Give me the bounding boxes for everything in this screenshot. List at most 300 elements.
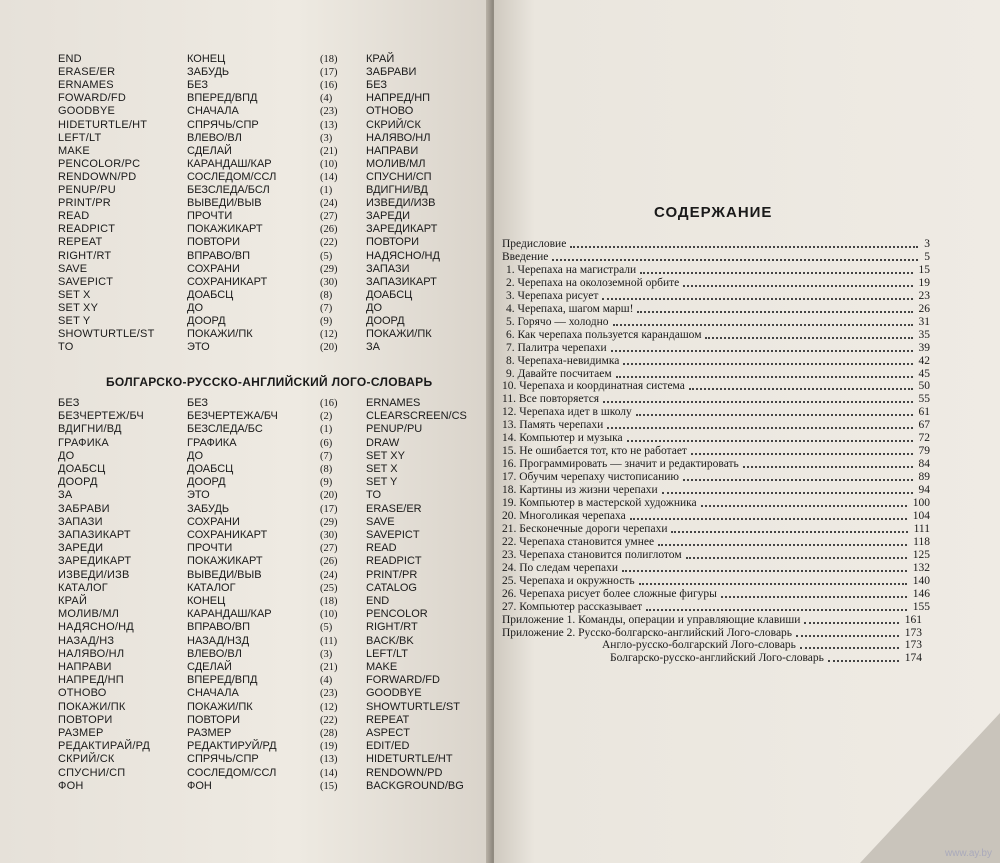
term-russian: ГРАФИКА [187,436,237,449]
term-target: RENDOWN/PD [366,766,443,779]
term-russian: ПОКАЖИ/ПК [187,328,253,341]
toc-leader-dots [800,639,899,649]
term-source: ЗА [58,489,73,502]
term-target: БЕЗ [366,79,387,92]
toc-page-number: 67 [918,419,930,432]
term-russian: ДОАБСЦ [187,288,234,301]
left-page [0,0,492,863]
term-source: SET XY [58,301,99,314]
toc-title: 23. Черепаха становится полиглотом [502,548,682,561]
term-russian: СДЕЛАЙ [187,661,232,673]
toc-entry [494,445,1000,457]
toc-title: 16. Программировать — значит и редактировать [502,458,739,471]
term-source: ФОН [58,779,84,792]
toc-title: Предисловие [502,238,567,250]
term-number: (27) [320,543,338,555]
term-target: НАЛЯВО/НЛ [366,131,431,144]
term-russian: БЕЗ [187,397,208,409]
term-target: НАПРЕД/НП [366,92,431,105]
dictionary-bulgarian-heading: БОЛГАРСКО-РУССКО-АНГЛИЙСКИЙ ЛОГО-СЛОВАРЬ [106,375,433,389]
term-target: НАПРАВИ [366,144,419,157]
term-target: END [366,595,390,607]
term-russian: БЕЗ [187,79,208,92]
term-source: ЗАПАЗИКАРТ [58,529,131,541]
term-russian: ДО [187,449,204,462]
toc-page-number: 23 [918,289,930,302]
term-number: (22) [320,714,338,726]
term-source: RIGHT/RT [58,249,112,262]
term-russian: РЕДАКТИРУЙ/РД [187,740,277,753]
term-number: (21) [320,145,338,157]
toc-title: 2. Черепаха на околоземной орбите [506,276,680,289]
toc-entry [494,523,1000,535]
toc-entry [494,536,1000,548]
toc-entry [494,380,1000,392]
term-russian: ВЛЕВО/ВЛ [187,647,242,660]
term-russian: ЗАБУДЬ [187,502,230,515]
term-number: (28) [320,728,338,739]
term-russian: ФОН [187,779,212,792]
toc-entry [494,342,1000,354]
term-target: ASPECT [366,727,411,739]
toc-leader-dots [637,303,913,313]
toc-leader-dots [639,575,907,585]
toc-leader-dots [623,355,913,365]
term-russian: СОСЛЕДОМ/ССЛ [187,766,277,779]
toc-leader-dots [552,251,918,261]
term-russian: ПОВТОРИ [187,713,241,726]
term-target: ЗАРЕДИКАРТ [366,223,438,236]
toc-leader-dots [683,471,913,481]
toc-title: 5. Горячо — холодно [506,315,609,328]
toc-title: 26. Черепаха рисует более сложные фигуры [502,587,717,600]
toc-leader-dots [636,406,913,416]
term-target: ДО [366,301,383,314]
watermark: www.ay.by [944,848,992,859]
term-source: ЗАРЕДИКАРТ [58,555,132,568]
term-source: ЗАБРАВИ [58,502,110,515]
term-number: (2) [320,411,333,423]
toc-title: 9. Давайте посчитаем [506,367,612,380]
toc-page-number: 125 [912,548,930,561]
term-target: PENUP/PU [366,423,423,436]
term-russian: ДООРД [187,476,226,489]
term-number: (27) [320,211,338,223]
toc-entry [494,290,1000,302]
term-source: PRINT/PR [58,197,111,210]
toc-page-number: 50 [918,380,930,393]
term-target: BACKGROUND/BG [366,779,464,792]
term-source: НАПРАВИ [58,661,112,673]
toc-entry [494,562,1000,574]
term-source: FOWARD/FD [58,92,126,105]
term-source: НАПРЕД/НП [58,674,124,687]
term-number: (7) [320,302,333,314]
toc-page-number: 89 [918,471,930,484]
term-number: (16) [320,398,338,409]
toc-page-number: 26 [918,302,930,315]
term-target: ЗАБРАВИ [366,66,417,79]
toc-title: 19. Компьютер в мастерской художника [502,497,697,509]
term-target: ПОКАЖИ/ПК [366,328,432,341]
toc-page-number: 39 [918,341,930,354]
term-target: CLEARSCREEN/CS [366,410,467,423]
toc-title: 18. Картины из жизни черепахи [502,484,658,497]
term-source: ОТНОВО [58,687,107,700]
term-source: SAVE [58,262,88,275]
term-source: LEFT/LT [58,131,102,144]
term-source: РАЗМЕР [58,727,104,739]
term-target: ОТНОВО [366,105,414,118]
toc-entry [494,316,1000,328]
term-source: РЕДАКТИРАЙ/РД [58,740,151,753]
toc-title: 11. Все повторяется [502,393,600,406]
toc-leader-dots [616,368,913,378]
toc-page-number: 72 [918,432,930,445]
term-target: PENCOLOR [366,608,428,621]
term-number: (5) [320,250,333,262]
term-number: (10) [320,609,338,621]
toc-title: 27. Компьютер рассказывает [502,600,643,613]
term-number: (18) [320,54,338,65]
term-russian: НАЗАД/НЗД [187,634,250,647]
term-russian: БЕЗСЛЕДА/БС [187,423,263,436]
toc-entry [494,639,1000,651]
toc-leader-dots [570,238,918,248]
toc-title: 6. Как черепаха пользуется карандашом [506,328,702,341]
toc-title: Болгарско-русско-английский Лого-словарь [610,652,824,665]
toc-leader-dots [686,549,907,559]
toc-page-number: 140 [912,574,930,587]
toc-leader-dots [671,523,908,533]
term-target: ERNAMES [366,397,421,409]
term-target: READPICT [366,555,422,568]
term-target: MAKE [366,661,398,673]
term-target: RIGHT/RT [366,621,418,634]
term-source: ЗАПАЗИ [58,515,103,528]
term-russian: СПРЯЧЬ/СПР [187,118,259,131]
term-source: ПОКАЖИ/ПК [58,700,126,713]
term-number: (20) [320,342,338,354]
toc-page-number: 161 [904,613,922,626]
term-source: ДООРД [58,476,98,489]
toc-page-number: 173 [904,639,922,652]
term-russian: ПОКАЖИКАРТ [187,555,263,568]
toc-page-number: 132 [912,561,930,574]
term-russian: ДОАБСЦ [187,463,234,475]
term-number: (6) [320,437,333,449]
toc-page-number: 174 [904,652,922,665]
term-target: ИЗВЕДИ/ИЗВ [366,197,436,210]
right-page [494,0,1000,863]
term-number: (25) [320,582,338,594]
term-number: (17) [320,67,338,79]
toc-page-number: 5 [924,250,930,263]
term-russian: СОХРАНИ [187,262,240,275]
term-source: PENUP/PU [58,184,116,196]
term-number: (24) [320,569,338,581]
toc-page-number: 45 [918,367,930,380]
term-russian: СОХРАНИКАРТ [187,275,268,288]
term-source: ERNAMES [58,79,114,92]
term-source: ВДИГНИ/ВД [58,423,122,436]
term-source: PENCOLOR/PC [58,157,141,170]
term-russian: ЭТО [187,489,210,502]
term-source: ДОАБСЦ [58,463,106,475]
toc-page-number: 35 [918,328,930,341]
term-number: (4) [320,675,333,687]
toc-entry [494,484,1000,496]
term-number: (7) [320,450,333,462]
term-number: (20) [320,490,338,502]
toc-title: 13. Память черепахи [502,419,604,432]
toc-title: 15. Не ошибается тот, кто не работает [502,445,687,458]
term-source: END [58,53,82,65]
term-source: GOODBYE [58,105,116,118]
term-number: (11) [320,635,338,647]
term-russian: СДЕЛАЙ [187,144,232,157]
term-number: (12) [320,701,338,713]
term-russian: ПРОЧТИ [187,542,233,555]
term-russian: СНАЧАЛА [187,687,239,700]
term-number: (16) [320,80,338,92]
term-number: (8) [320,464,333,475]
term-russian: ВПЕРЕД/ВПД [187,674,258,687]
toc-page-number: 31 [918,315,930,328]
term-number: (18) [320,596,338,607]
term-target: SAVE [366,515,395,528]
term-target: CATALOG [366,581,417,594]
toc-title: 22. Черепаха становится умнее [502,535,655,548]
toc-page-number: 94 [918,484,930,497]
toc-title: 1. Черепаха на магистрали [506,263,637,276]
term-number: (5) [320,622,333,634]
term-target: ДООРД [366,315,405,327]
toc-leader-dots [630,510,907,520]
toc-leader-dots [743,458,913,468]
term-number: (8) [320,289,333,301]
term-source: READ [58,210,90,223]
toc-page-number: 61 [918,406,930,419]
term-russian: БЕЗСЛЕДА/БСЛ [187,184,270,196]
toc-page-number: 146 [912,587,930,600]
toc-page-number: 111 [913,522,930,535]
toc-page-number: 55 [918,393,930,406]
term-number: (21) [320,662,338,673]
term-russian: СНАЧАЛА [187,105,239,118]
term-source: ДО [58,449,75,462]
term-target: SAVEPICT [366,529,420,541]
toc-title: 21. Бесконечные дороги черепахи [502,522,668,535]
contents-heading: СОДЕРЖАНИЕ [654,204,773,221]
term-target: LEFT/LT [366,647,408,660]
term-russian: КОНЕЦ [187,53,226,65]
toc-page-number: 84 [918,458,930,471]
toc-title: 24. По следам черепахи [502,561,618,574]
term-russian: ВЫВЕДИ/ВЫВ [187,197,262,210]
term-number: (30) [320,530,338,541]
term-russian: ПРОЧТИ [187,210,233,223]
term-number: (14) [320,767,338,779]
toc-page-number: 3 [924,238,930,250]
term-target: READ [366,542,397,555]
toc-leader-dots [796,627,899,637]
toc-entry [494,575,1000,587]
toc-leader-dots [683,277,913,287]
toc-leader-dots [602,290,913,300]
toc-leader-dots [603,393,913,403]
term-number: (3) [320,132,333,144]
term-russian: КОНЕЦ [187,595,226,607]
term-target: ERASE/ER [366,502,422,515]
toc-entry [494,432,1000,444]
term-target: SET X [366,463,398,475]
toc-title: 25. Черепаха и окружность [502,574,635,587]
term-target: PRINT/PR [366,568,418,581]
term-number: (26) [320,224,338,236]
term-target: МОЛИВ/МЛ [366,157,426,170]
term-russian: ДООРД [187,315,226,327]
term-number: (23) [320,688,338,700]
toc-entry [494,329,1000,341]
term-source: READPICT [58,223,116,236]
toc-title: 12. Черепаха идет в школу [502,406,632,419]
toc-entry [494,614,1000,626]
toc-title: 10. Черепаха и координатная система [502,380,685,393]
term-target: BACK/BK [366,634,414,647]
toc-entry [494,303,1000,315]
toc-page-number: 100 [912,497,930,509]
term-target: СКРИЙ/СК [366,118,421,131]
toc-entry [494,549,1000,561]
term-russian: ВЫВЕДИ/ВЫВ [187,568,262,581]
toc-entry [494,251,1000,263]
term-russian: ВПРАВО/ВП [187,249,251,262]
term-target: ЗА [366,341,380,354]
toc-leader-dots [662,484,913,494]
toc-leader-dots [691,445,913,455]
term-source: НАЗАД/НЗ [58,634,115,647]
term-source: HIDETURTLE/HT [58,118,148,131]
term-target: FORWARD/FD [366,674,440,687]
term-target: НАДЯСНО/НД [366,249,440,262]
term-russian: КАТАЛОГ [187,581,236,594]
toc-page-number: 155 [912,600,930,613]
toc-page-number: 104 [912,509,930,522]
toc-entry [494,471,1000,483]
term-source: НАДЯСНО/НД [58,621,134,634]
toc-title: 20. Многоликая черепаха [502,509,626,522]
term-russian: ПОКАЖИ/ПК [187,700,253,713]
term-target: EDIT/ED [366,740,410,753]
term-number: (9) [320,316,333,327]
term-russian: ПОВТОРИ [187,236,241,249]
term-source: СПУСНИ/СП [58,766,126,779]
toc-entry [494,419,1000,431]
toc-page-number: 42 [918,354,930,367]
term-russian: КАРАНДАШ/КАР [187,608,272,621]
term-number: (29) [320,516,338,528]
term-number: (26) [320,556,338,568]
term-source: ПОВТОРИ [58,713,113,726]
term-number: (1) [320,185,333,196]
toc-entry [494,652,1000,664]
term-number: (10) [320,158,338,170]
term-source: SET X [58,288,91,301]
term-source: ИЗВЕДИ/ИЗВ [58,568,130,581]
term-source: КАТАЛОГ [58,581,108,594]
term-number: (14) [320,171,338,183]
term-target: ЗАПАЗИ [366,262,410,275]
term-russian: СОСЛЕДОМ/ССЛ [187,170,277,183]
term-source: MAKE [58,144,90,157]
term-russian: ПОКАЖИКАРТ [187,223,263,236]
toc-page-number: 15 [918,263,930,276]
term-russian: СОХРАНИКАРТ [187,529,268,541]
toc-entry [494,355,1000,367]
toc-leader-dots [611,342,913,352]
toc-leader-dots [804,614,899,624]
toc-leader-dots [646,601,907,611]
term-target: REPEAT [366,713,410,726]
term-source: ERASE/ER [58,66,116,79]
toc-title: 14. Компьютер и музыка [502,432,623,445]
term-target: GOODBYE [366,687,422,700]
toc-entry [494,588,1000,600]
toc-entry [494,406,1000,418]
toc-leader-dots [622,562,907,572]
term-target: ВДИГНИ/ВД [366,184,428,196]
term-source: ГРАФИКА [58,436,109,449]
term-russian: КАРАНДАШ/КАР [187,157,272,170]
term-russian: ЭТО [187,341,210,354]
term-source: TO [58,341,74,354]
term-target: HIDETURTLE/HT [366,753,453,766]
toc-entry [494,510,1000,522]
term-russian: СОХРАНИ [187,515,240,528]
toc-leader-dots [828,652,899,662]
term-source: КРАЙ [58,595,88,607]
term-target: ДОАБСЦ [366,288,413,301]
toc-entry [494,458,1000,470]
term-source: REPEAT [58,236,103,249]
term-russian: БЕЗЧЕРТЕЖА/БЧ [187,410,278,423]
term-target: SHOWTURTLE/ST [366,700,460,713]
toc-leader-dots [613,316,913,326]
term-number: (9) [320,477,333,489]
toc-leader-dots [607,419,913,429]
term-number: (17) [320,503,338,515]
term-source: SAVEPICT [58,275,114,288]
toc-entry [494,497,1000,509]
toc-title: Приложение 1. Команды, операции и управляющие клавиши [502,613,801,626]
toc-leader-dots [701,497,907,507]
term-source: БЕЗ [58,397,80,409]
folded-corner [860,713,1000,863]
term-source: RENDOWN/PD [58,170,137,183]
term-target: SET XY [366,449,405,462]
toc-entry [494,264,1000,276]
term-target: TO [366,489,382,502]
toc-page-number: 19 [918,276,930,289]
toc-title: 8. Черепаха-невидимка [506,354,620,367]
term-source: МОЛИВ/МЛ [58,608,120,621]
term-source: SET Y [58,315,91,327]
term-number: (4) [320,93,333,105]
term-number: (29) [320,263,338,275]
term-source: БЕЗЧЕРТЕЖ/БЧ [58,410,144,423]
term-russian: ЗАБУДЬ [187,66,230,79]
